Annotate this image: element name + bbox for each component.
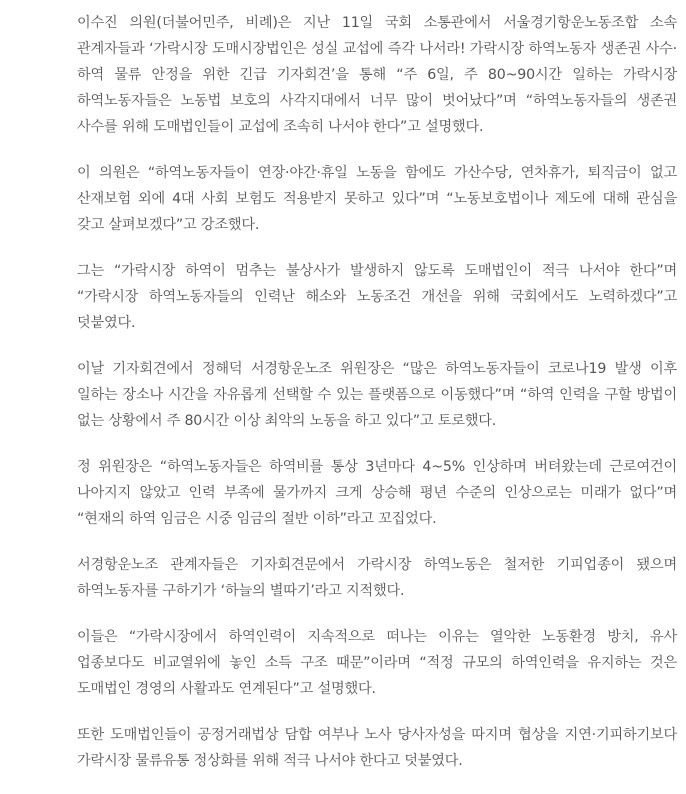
article-paragraph-1: 이수진 의원(더불어민주, 비례)은 지난 11일 국회 소통관에서 서울경기항운노동조합 소속 관계자들과 ‘가락시장 도매시장법인은 성실 교섭에 즉각 나서라! 가락시장 하역노동자 생존권 사수·하역 물류 안정을 위한 긴급 기자회견’을 통해 “주 6일, 주 80~90시간 일하는 가락시장 하역노동자들은 노동법 보호의 사각지대에서 너무 많이 벗어났다”며 “하역노동자들의 생존권 사수를 위해 도매법인들이 교섭에 조속히 나서야 한다”고 설명했다. — [77, 15, 677, 135]
article-paragraph-7: 이들은 “가락시장에서 하역인력이 지속적으로 떠나는 이유는 열악한 노동환경 방치, 유사 업종보다도 비교열위에 놓인 소득 구조 때문”이라며 “적정 규모의 하역인력을 유지하는 것은 도매법인 경영의 사활과도 연계된다”고 설명했다. — [77, 629, 677, 697]
article-paragraph-3: 그는 “가락시장 하역이 멈추는 불상사가 발생하지 않도록 도매법인이 적극 나서야 한다”며 “가락시장 하역노동자들의 인력난 해소와 노동조건 개선을 위해 국회에서도 노력하겠다”고 덧붙였다. — [77, 263, 677, 331]
article-paragraph-2: 이 의원은 “하역노동자들이 연장·야간·휴일 노동을 함에도 가산수당, 연차휴가, 퇴직금이 없고 산재보험 외에 4대 사회 보험도 적용받지 못하고 있다”며 “노동보호법이나 제도에 대해 관심을 갖고 살펴보겠다”고 강조했다. — [77, 165, 677, 233]
article-body — [77, 10, 677, 794]
article-paragraph-8: 또한 도매법인들이 공정거래법상 담합 여부나 노사 당사자성을 따지며 협상을 지연·기피하기보다 가락시장 물류유통 정상화를 위해 적극 나서야 한다고 덧붙였다. — [77, 727, 677, 769]
article-paragraph-6: 서경항운노조 관계자들은 기자회견문에서 가락시장 하역노동은 철저한 기피업종이 됐으며 하역노동자를 구하기가 ‘하늘의 별따기’라고 지적했다. — [77, 557, 677, 599]
article-paragraph-5: 정 위원장은 “하역노동자들은 하역비를 통상 3년마다 4~5% 인상하며 버텨왔는데 근로여건이 나아지지 않았고 인력 부족에 물가까지 크게 상승해 평년 수준의 인상으로는 미래가 없다”며 “현재의 하역 임금은 시중 임금의 절반 이하”라고 꼬집었다. — [77, 459, 677, 527]
article-paragraph-4: 이날 기자회견에서 정해덕 서경항운노조 위원장은 “많은 하역노동자들이 코로나19 발생 이후 일하는 장소나 시간을 자유롭게 선택할 수 있는 플랫폼으로 이동했다”며 “하역 인력을 구할 방법이 없는 상황에서 주 80시간 이상 최악의 노동을 하고 있다”고 토로했다. — [77, 361, 677, 429]
